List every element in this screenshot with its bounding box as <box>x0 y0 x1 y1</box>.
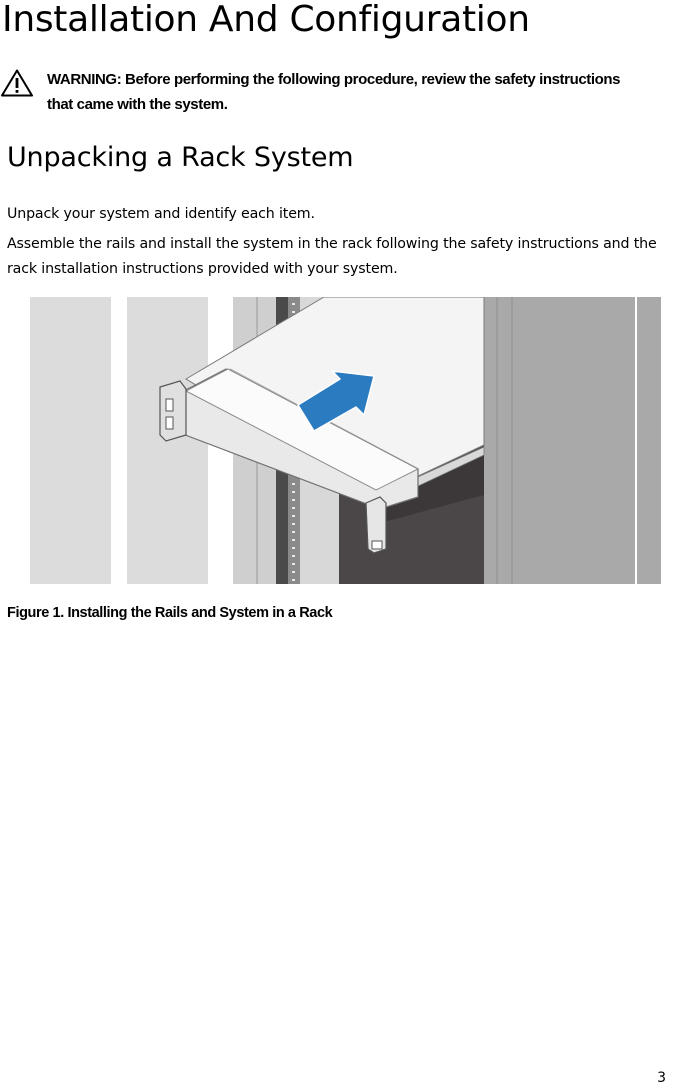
body-paragraph-assemble: Assemble the rails and install the system in the rack following the safety instructions and the rack installation instructions provided with your system. <box>7 236 657 277</box>
warning-text: WARNING: Before performing the following procedure, review the safety instructions that came with the system. <box>47 71 621 113</box>
rack-installation-illustration <box>30 297 661 584</box>
rack-side-right <box>484 297 661 584</box>
rack-panel-left <box>30 297 111 584</box>
warning-triangle-icon <box>1 69 33 97</box>
page-title: Installation And Configuration <box>2 0 530 40</box>
warning-note <box>0 66 673 122</box>
page-number: 3 <box>657 1070 666 1086</box>
body-paragraph-unpack: Unpack your system and identify each item. <box>7 206 315 222</box>
section-title: Unpacking a Rack System <box>7 142 354 173</box>
figure-caption: Figure 1. Installing the Rails and System in a Rack <box>7 605 333 621</box>
